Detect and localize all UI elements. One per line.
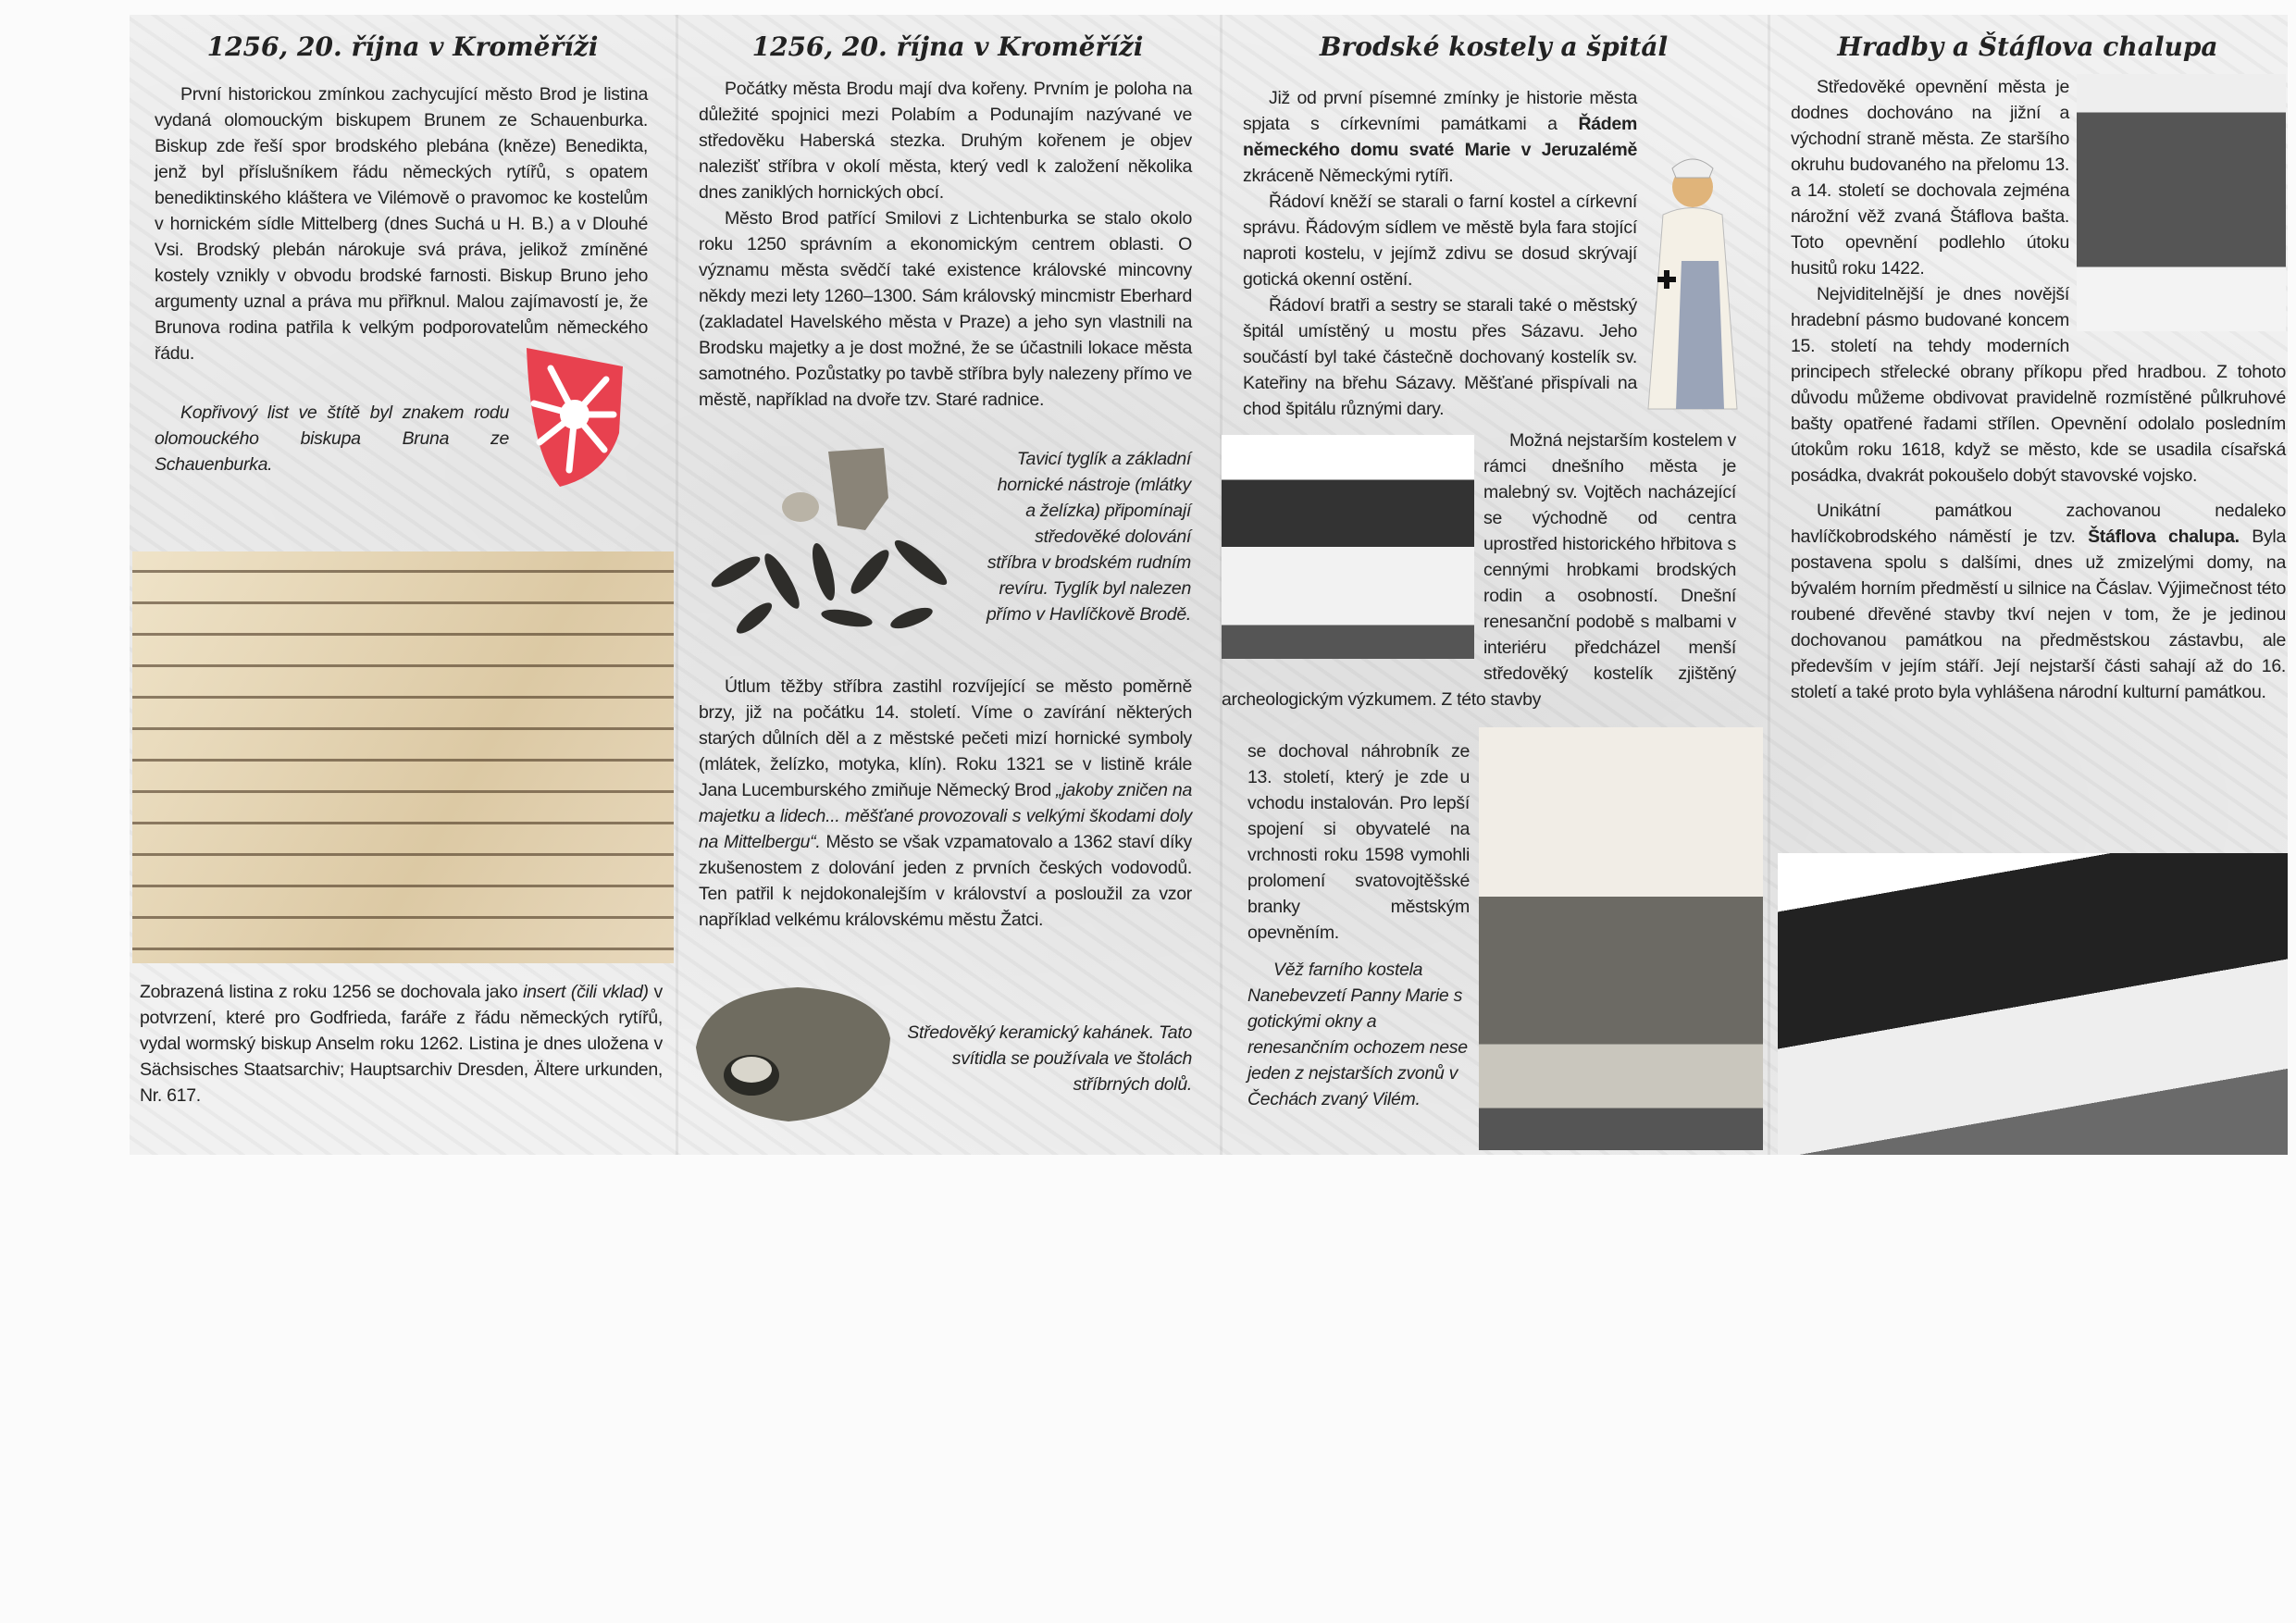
paragraph: Řádoví bratři a sestry se starali také o městský špitál umístěný u mostu přes Sázavu. Jeho součástí byl také částečně dochovaný kostelík sv. Kateřiny na břehu Sázavy. Měšťané přispívali na chod špitálu různými dary. bbox=[1243, 295, 1637, 419]
ceramic-lamp-image bbox=[687, 973, 895, 1131]
panel-title: Hradby a Štáflova chalupa bbox=[1837, 31, 2218, 62]
mining-tools-image bbox=[699, 442, 976, 646]
panel-2 bbox=[676, 15, 1220, 1155]
staflova-chalupa-bold: Štáflova chalupa. bbox=[2088, 527, 2240, 547]
walls-text bbox=[1791, 74, 2286, 705]
paragraph: Řádoví kněží se starali o farní kostel a církevní správu. Řádovým sídlem ve městě byla fara stojící naproti kostelu, v jejímž zdivu se dosud skrývají gotická okenní ostění. bbox=[1243, 192, 1637, 290]
paragraph: Počátky města Brodu mají dva kořeny. Prvním je poloha na důležité spojnici mezi Polabím a Podunajím nazývané ve středověku Haberská stezka. Druhým kořenem je objev nalezišť stříbra v okolí města, který vedl k založení několika dnes zaniklých hornických obcí. bbox=[699, 79, 1192, 203]
staflova-chalupa-image bbox=[1778, 853, 2288, 1155]
tools-caption: Tavicí tyglík a základní hornické nástroje (mlátky a želízka) připomínají středověké dolování stříbra v brodském rudním revíru. Tyglík byl nalezen přímo v Havlíčkově Brodě. bbox=[986, 449, 1191, 625]
lamp-caption: Středověký keramický kahánek. Tato svítidla se používala ve štolách stříbrných dolů. bbox=[907, 1022, 1192, 1095]
order-name-bold: Řádem německého domu svaté Marie v Jeruzalémě bbox=[1243, 114, 1637, 160]
st-vojtech-text bbox=[1222, 427, 1736, 712]
panel-1 bbox=[130, 15, 676, 1155]
town-church-tower-image bbox=[1479, 727, 1763, 1150]
panel-4 bbox=[1768, 15, 2288, 1155]
paragraph bbox=[1791, 498, 2286, 705]
panel-title: 1256, 20. října v Kroměříži bbox=[751, 31, 1144, 62]
teutonic-knight-image bbox=[1644, 150, 1741, 418]
paragraph-text: Unikátní památkou zachovanou nedaleko havlíčkobrodského náměstí je tzv. bbox=[1791, 501, 2286, 547]
staflova-basta-tower-image bbox=[2077, 74, 2286, 331]
origins-text bbox=[699, 76, 1192, 413]
paragraph: Středověké opevnění města je dodnes dochováno na jižní a východní straně města. Ze staršího okruhu budovaného na přelomu 13. a 14. století se dochovala zejména nárožní věž zvaná Štáflova bašta. Toto opevnění podlehlo útoku husitů roku 1422. bbox=[1791, 77, 2069, 279]
paragraph: Nejviditelnější je dnes novější hradební pásmo budované koncem 15. století na tehdy moderních principech střelecké obrany příkopu před hradbou. Z tohoto důvodu můžeme obdivovat pravidelně rozmístěné půlkruhové bašty opatřené řadami střílen. Opevnění odolalo posledním útokům roku 1618, když se město, kde se usadila císařská posádka, dvakrát pokoušelo dobýt stavovské vojsko. bbox=[1791, 284, 2286, 486]
note-italic: insert (čili vklad) bbox=[523, 982, 649, 1002]
quote-italic: „jakoby zničen na majetku a lidech... měšťané provozovali s velkými škodami doly na Mittelbergu“. bbox=[699, 780, 1192, 852]
shield-caption: Kopřivový list ve štítě byl znakem rodu olomouckého biskupa Bruna ze Schauenburka. bbox=[155, 403, 509, 475]
panel-title: Brodské kostely a špitál bbox=[1319, 31, 1669, 62]
note-text: v potvrzení, které pro Godfrieda, faráře z řádu německých rytířů, vydal wormský biskup Anselm roku 1262. Listina je dnes uložena v Sächsisches Staatsarchiv; Hauptsarchiv Dresden, Ältere urkunden, Nr. 617. bbox=[140, 982, 663, 1106]
paragraph-text: zkráceně Německými rytíři. bbox=[1243, 166, 1454, 186]
paragraph-text: Byla postavena spolu s dalšími, dnes už zmizelými domy, na bývalém horním předměstí u silnice na Čáslav. Výjimečnost této roubené dřevěné stavby tkví nejen v tom, že je jedinou dochovanou památkou na předměstskou zástavbu, ale především v jejím stáří. Její nejstarší části sahají až do 16. století a také proto byla vyhlášena národní kulturní památkou. bbox=[1791, 527, 2287, 702]
church-image-spacer bbox=[1222, 427, 1483, 670]
st-vojtech-paragraph: Možná nejstarším kostelem v rámci dnešního města je malebný sv. Vojtěch nacházející se východně od centra uprostřed historického hřbitova s cennými hrobkami brodských rodin a osobností. Dnešní renesanční podobě s malbami v interiéru předcházel menší středověký kostelík zjištěný archeologickým výzkumem. Z této stavby bbox=[1222, 430, 1736, 710]
paragraph-text: Město se však vzpamatovalo a 1362 staví díky zkušenostem z dolování jeden z prvních českých vodovodů. Ten patřil k nejdokonalejším v království a posloužil za vzor například velkému královskému městu Žatci. bbox=[699, 832, 1192, 930]
brochure-sheet bbox=[130, 15, 2288, 1155]
paragraph-text: Již od první písemné zmínky je historie města spjata s církevními památkami a bbox=[1243, 88, 1637, 134]
gate-text bbox=[1247, 738, 1470, 1112]
panel-3 bbox=[1220, 15, 1768, 1155]
churches-text bbox=[1243, 85, 1741, 422]
decline-paragraph bbox=[699, 674, 1192, 933]
tower-caption: Věž farního kostela Nanebevzetí Panny Marie s gotickými okny a renesančním ochozem nese jeden z nejstarších zvonů v Čechách zvaný Vilém. bbox=[1247, 960, 1468, 1109]
charter-manuscript-image bbox=[132, 551, 674, 963]
paragraph: Město Brod patřící Smilovi z Lichtenburka se stalo okolo roku 1250 správním a ekonomickým centrem oblasti. O významu města svědčí také existence královské mincovny někdy mezi lety 1260–1300. Sám královský mincmistr Eberhard (zakladatel Havelského města v Praze) a jeho syn vlastnili na Brodsku majetky a je dost možné, že se účastnili lokace města samotného. Pozůstatky po tavbě stříbra byly nalezeny přímo ve městě, například na dvoře tzv. Staré radnice. bbox=[699, 208, 1192, 410]
paragraph-text: Útlum těžby stříbra zastihl rozvíjející se město poměrně brzy, již na počátku 14. století. Víme o zavírání některých starých důlních děl a z městské pečeti mizí hornické symboly (mlátek, želízko, motyka, klín). Roku 1321 se v listině krále Jana Lucemburského zmiňuje Německý Brod bbox=[699, 676, 1192, 800]
note-text: Zobrazená listina z roku 1256 se dochovala jako bbox=[140, 982, 524, 1002]
coat-of-arms-shield-icon bbox=[523, 341, 627, 489]
panel-title: 1256, 20. října v Kroměříži bbox=[206, 31, 599, 62]
charter-note bbox=[140, 979, 663, 1109]
intro-paragraph: První historickou zmínkou zachycující město Brod je listina vydaná olomouckým biskupem Brunem ze Schauenburka. Biskup zde řeší spor brodského plebána (kněze) Benedikta, jenž byl příslušníkem řádu německých rytířů, s opatem benediktinského kláštera ve Vilémově o pravomoc ke kostelům v hornickém sídle Mittelberg (dnes Suchá u H. B.) a v Dlouhé Vsi. Brodský plebán nárokuje svá práva, jelikož zmíněné kostely vznikly v obvodu brodské farnosti. Biskup Bruno jeho argumenty uznal a práva mu přiřknul. Malou zajímavostí je, že Brunova rodina patřila k velkým podporovatelům německého řádu. bbox=[155, 84, 648, 364]
st-vojtech-paragraph-cont: se dochoval náhrobník ze 13. století, který je zde u vchodu instalován. Pro lepší spojení si obyvatelé na vrchnosti roku 1598 vymohli prolomení svatovojtěšské branky městským opevněním. bbox=[1247, 741, 1470, 943]
